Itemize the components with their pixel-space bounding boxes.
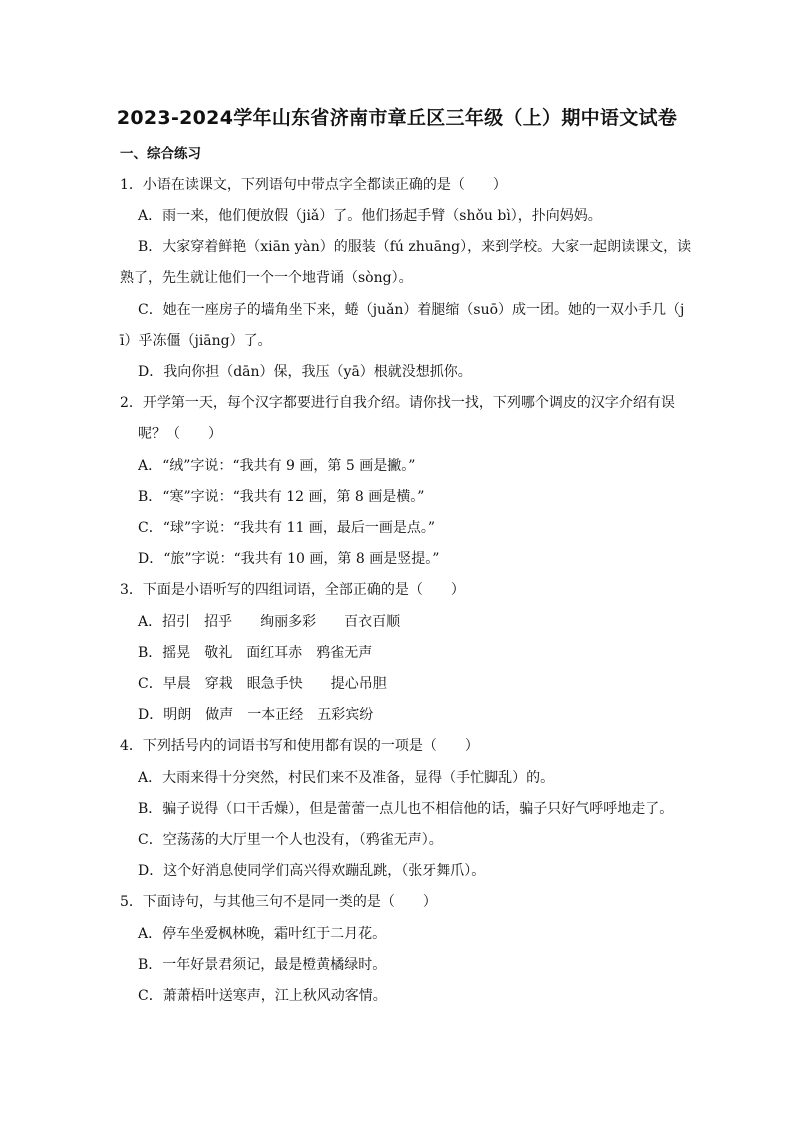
question-4-stem: 4．下列括号内的词语书写和使用都有误的一项是（ ）: [120, 738, 479, 754]
question-5-option-b: B．一年好景君须记，最是橙黄橘绿时。: [138, 957, 387, 973]
question-4-option-b: B．骗子说得（口干舌燥），但是蕾蕾一点儿也不相信他的话，骗子只好气呼呼地走了。: [138, 801, 674, 817]
question-2-option-d: D．“旅”字说：“我共有 10 画，第 8 画是竖提。”: [138, 551, 440, 567]
question-1-option-b: B．大家穿着鲜艳（xiān yàn）的服装（fú zhuāng），来到学校。大家一起朗读课文，读: [138, 239, 692, 255]
question-3-option-d: D．明朗 做声 一本正经 五彩宾纷: [138, 707, 374, 723]
section-heading: 一、综合练习: [120, 146, 201, 162]
page-title: 2023-2024学年山东省济南市章丘区三年级（上）期中语文试卷: [116, 107, 678, 129]
question-1-option-a: A．雨一来，他们便放假（jiǎ）了。他们扬起手臂（shǒu bì），扑向妈妈。: [138, 208, 602, 224]
question-4-option-c: C．空荡荡的大厅里一个人也没有，（鸦雀无声）。: [138, 832, 443, 848]
question-5-option-a: A．停车坐爱枫林晚，霜叶红于二月花。: [138, 926, 387, 942]
question-3-stem: 3．下面是小语听写的四组词语，全部正确的是（ ）: [120, 582, 465, 598]
question-1-option-c: C．她在一座房子的墙角坐下来，蜷（juǎn）着腿缩（suō）成一团。她的一双小手几（j: [138, 302, 685, 318]
question-5-stem: 5．下面诗句，与其他三句不是同一类的是（ ）: [120, 894, 437, 910]
question-1-option-b-continued: 熟了，先生就让他们一个一个地背诵（sòng）。: [120, 270, 413, 286]
question-2-option-b: B．“寒”字说：“我共有 12 画，第 8 画是横。”: [138, 489, 425, 505]
question-4-option-a: A．大雨来得十分突然，村民们来不及准备，显得（手忙脚乱）的。: [138, 770, 555, 786]
question-3-option-a: A．招引 招乎 绚丽多彩 百衣百顺: [138, 614, 401, 630]
question-2-stem: 2．开学第一天，每个汉字都要进行自我介绍。请你找一找，下列哪个调皮的汉字介绍有误: [120, 395, 675, 411]
question-5-option-c: C．萧萧梧叶送寒声，江上秋风动客情。: [138, 988, 387, 1004]
question-3-option-c: C．早晨 穿栽 眼急手快 提心吊胆: [138, 676, 387, 692]
question-4-option-d: D．这个好消息使同学们高兴得欢蹦乱跳，（张牙舞爪）。: [138, 863, 486, 879]
question-2-option-a: A．“绒”字说：“我共有 9 画，第 5 画是撇。”: [138, 458, 416, 474]
question-2-option-c: C．“球”字说：“我共有 11 画，最后一画是点。”: [138, 520, 436, 536]
question-1-stem: 1．小语在读课文，下列语句中带点字全都读正确的是（ ）: [120, 177, 507, 193]
question-3-option-b: B．摇晃 敬礼 面红耳赤 鸦雀无声: [138, 645, 373, 661]
question-2-stem-continued: 呢？（ ）: [138, 426, 222, 442]
question-1-option-d: D．我向你担（dān）保，我压（yā）根就没想抓你。: [138, 364, 472, 380]
question-1-option-c-continued: ī）乎冻僵（jiāng）了。: [120, 333, 272, 349]
